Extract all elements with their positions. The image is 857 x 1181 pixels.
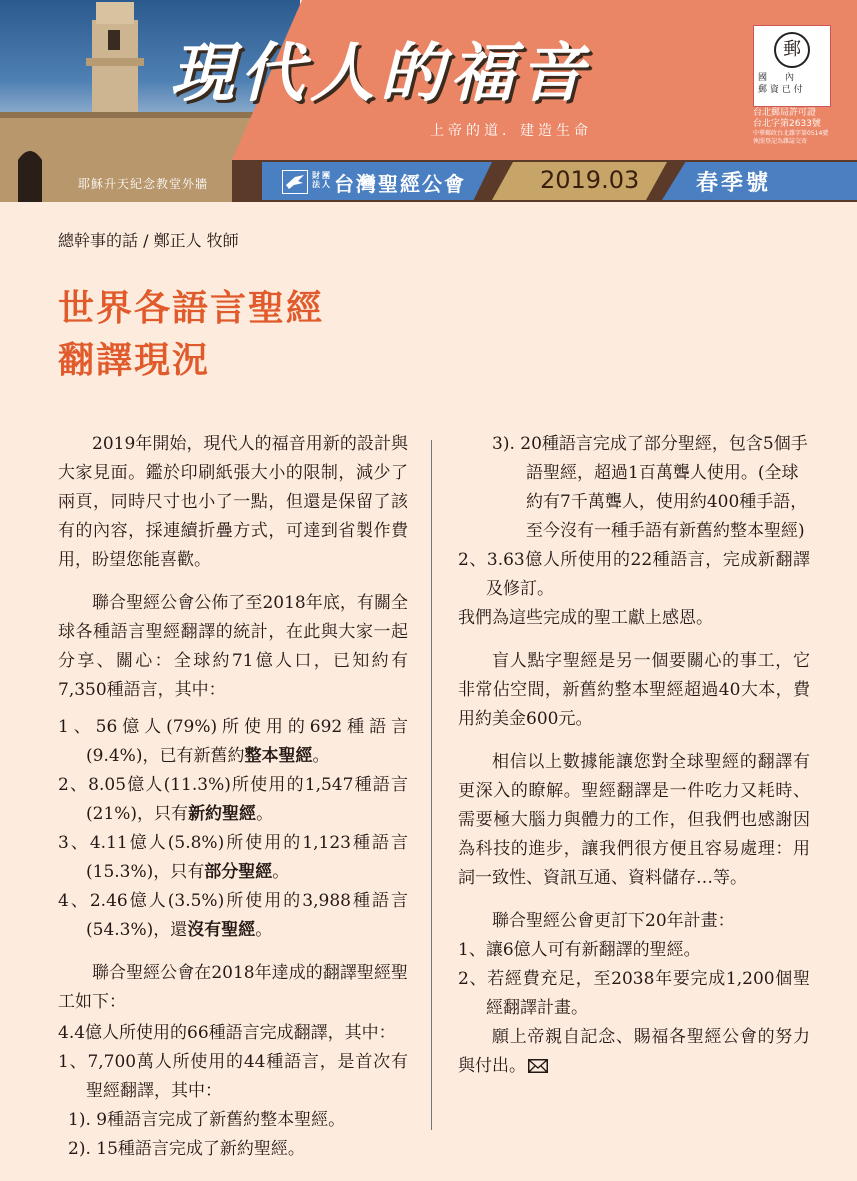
- permit-line: 台北郵局許可證: [753, 108, 817, 118]
- list-item: 1、7,700萬人所使用的44種語言，是首次有聖經翻譯，其中：: [58, 1052, 408, 1101]
- masthead: [0, 0, 857, 202]
- paragraph: [458, 1023, 810, 1081]
- permit-line: 台北字第2633號: [753, 119, 821, 129]
- org-name: [312, 168, 466, 197]
- spacer: [58, 945, 408, 959]
- org-prefix-bottom: 法人: [312, 180, 332, 189]
- article-column-left: [58, 430, 408, 1164]
- paragraph: 2019年開始，現代人的福音用新的設計與大家見面。鑑於印刷紙張大小的限制，減少了兩頁，同時尺寸也小了一點，但還是保留了該有的內容，採連續折疊方式，可達到省製作費用，盼望您能喜歡。: [58, 434, 408, 570]
- permit-line: 執照登記為雜誌交寄: [753, 138, 808, 145]
- list-emphasis: 沒有聖經: [187, 920, 256, 940]
- column-divider: [431, 440, 432, 1130]
- list-item: 4.4億人所使用的66種語言完成翻譯，其中：: [58, 1023, 396, 1043]
- list-item: [58, 829, 408, 887]
- list-item: [58, 887, 408, 945]
- list-item: 2、3.63億人所使用的22種語言，完成新翻譯及修訂。: [458, 550, 810, 599]
- paragraph: 聯合聖經公會公佈了至2018年底，有關全球各種語言聖經翻譯的統計，在此與大家一起分享、關心：全球約71億人口，已知約有7,350種語言，其中：: [58, 593, 408, 700]
- org-prefix-top: 財團: [312, 171, 332, 180]
- paragraph: 聯合聖經公會更訂下20年計畫：: [492, 911, 735, 931]
- list-item: 2、若經費充足，至2038年要完成1,200個聖經翻譯計畫。: [458, 969, 810, 1018]
- list-end: 。: [256, 804, 274, 824]
- end-mark-icon: [528, 1059, 548, 1073]
- stamp-line: 國 內: [758, 73, 795, 83]
- list-emphasis: 部分聖經: [204, 862, 273, 882]
- headline-line: 世界各語言聖經: [58, 287, 325, 329]
- dove-logo-icon: [282, 170, 308, 194]
- list-item: 1、讓6億人可有新翻譯的聖經。: [458, 940, 701, 960]
- list-item: 1). 9種語言完成了新舊約整本聖經。: [68, 1110, 346, 1130]
- post-logo-icon: 郵: [774, 32, 810, 68]
- stamp-line: 郵 資 已 付: [758, 85, 803, 95]
- article-headline: [58, 282, 324, 386]
- magazine-title: 現代人的福音: [170, 37, 590, 111]
- postage-stamp: [753, 25, 831, 107]
- photo-caption: 耶穌升天紀念教堂外牆: [78, 177, 209, 191]
- list-item: [58, 713, 408, 771]
- byline: 總幹事的話 / 鄭正人 牧師: [58, 231, 239, 250]
- org-prefix: [312, 171, 332, 189]
- permit-line: 中華郵政台北雜字第0514號: [753, 130, 829, 137]
- list-text: 2、8.05億人(11.3%)所使用的1,547種語言(21%)，只有: [58, 775, 408, 824]
- magazine-subtitle: 上帝的道．建造生命: [430, 123, 592, 139]
- stamp-text: [758, 72, 826, 96]
- postal-permit: [753, 108, 853, 146]
- closing-text: 願上帝親自記念、賜福各聖經公會的努力與付出。: [458, 1027, 810, 1076]
- list-emphasis: 整本聖經: [244, 746, 313, 766]
- org-name-text: 台灣聖經公會: [334, 172, 466, 196]
- issue-name: 春季號: [696, 171, 772, 196]
- article-column-right: [458, 430, 810, 1081]
- list-end: 。: [312, 746, 330, 766]
- list-emphasis: 新約聖經: [188, 804, 257, 824]
- list-text: 3、4.11億人(5.8%)所使用的1,123種語言(15.3%)，只有: [58, 833, 408, 882]
- list-item: 3). 20種語言完成了部分聖經，包含5個手語聖經，超過1百萬聾人使用。(全球約有7千萬聾人，使用約400種手語，至今沒有一種手語有新舊約整本聖經): [492, 434, 808, 541]
- list-end: 。: [255, 920, 273, 940]
- paragraph: 我們為這些完成的聖工獻上感恩。: [458, 608, 713, 628]
- paragraph: 相信以上數據能讓您對全球聖經的翻譯有更深入的瞭解。聖經翻譯是一件吃力又耗時、需要極大腦力與體力的工作，但我們也感謝因為科技的進步，讓我們很方便且容易處理：用詞一致性、資訊互通、資料儲存…等。: [458, 752, 810, 888]
- list-text: 1、56億人(79%)所使用的692種語言(9.4%)，已有新舊約: [58, 717, 408, 766]
- list-item: [58, 771, 408, 829]
- paragraph: 盲人點字聖經是另一個要關心的事工，它非常佔空間，新舊約整本聖經超過40大本，費用約美金600元。: [458, 651, 810, 729]
- list-text: 4、2.46億人(3.5%)所使用的3,988種語言(54.3%)，還: [58, 891, 408, 940]
- paragraph: 聯合聖經公會在2018年達成的翻譯聖經聖工如下：: [58, 963, 408, 1012]
- list-item: 2). 15種語言完成了新約聖經。: [68, 1139, 305, 1159]
- issue-date: 2019.03: [540, 166, 640, 194]
- headline-line: 翻譯現況: [58, 339, 211, 381]
- list-end: 。: [272, 862, 290, 882]
